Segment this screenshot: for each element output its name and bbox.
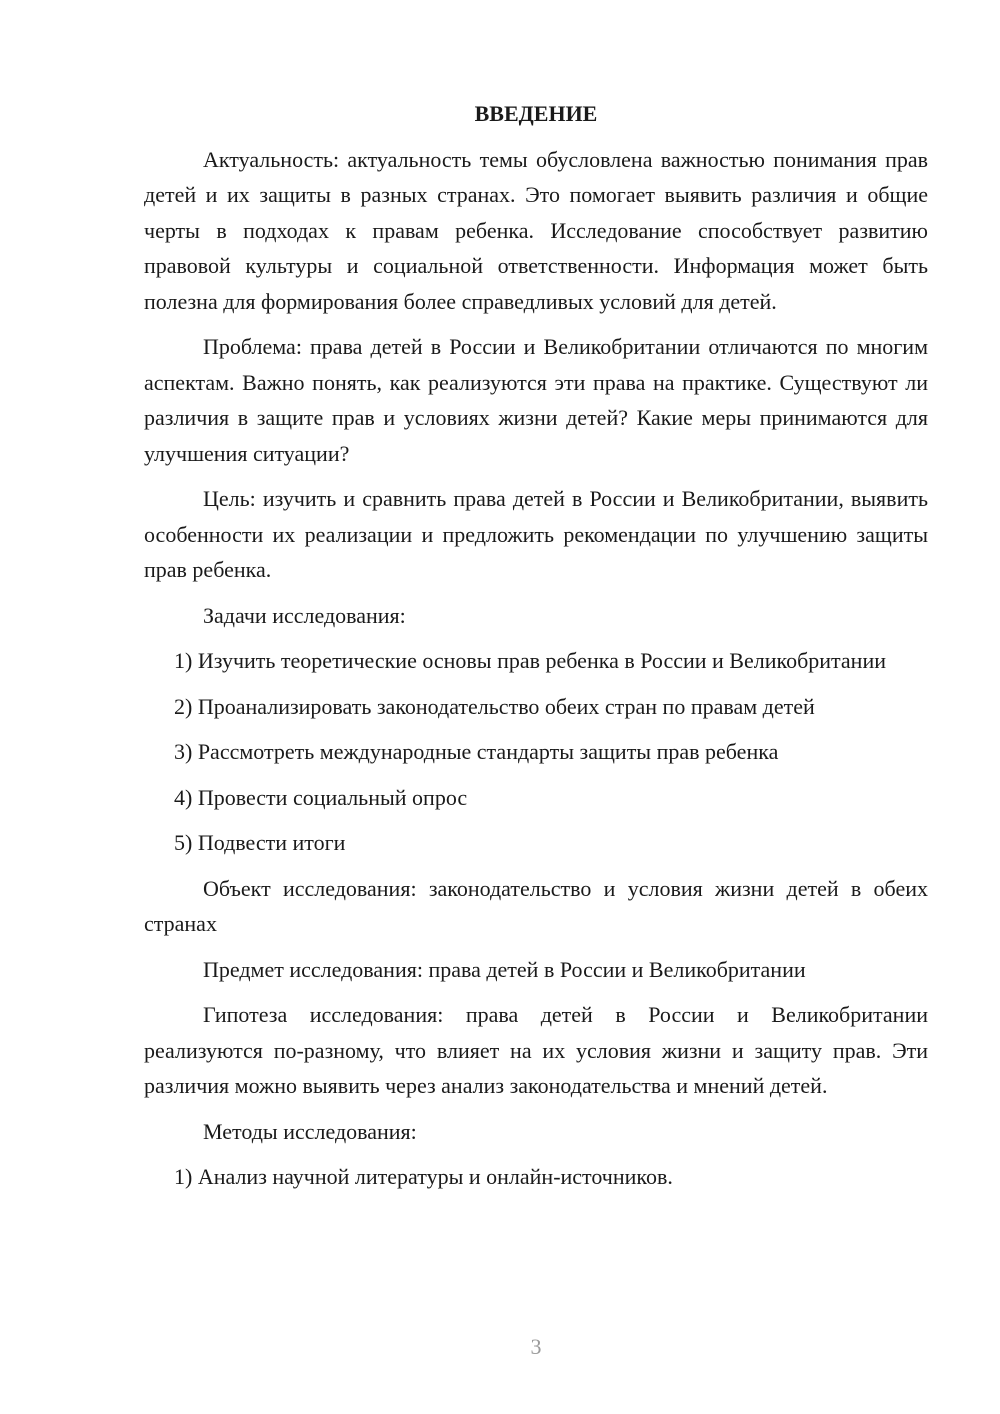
goal-paragraph: Цель: изучить и сравнить права детей в России и Великобритании, выявить особенности их реализации и предложить рекомендации по улучшению защиты прав ребенка. <box>144 486 928 582</box>
method-item-1: 1) Анализ научной литературы и онлайн-источников. <box>174 1164 673 1189</box>
object-paragraph: Объект исследования: законодательство и условия жизни детей в обеих странах <box>144 875 928 936</box>
relevance-paragraph: Актуальность: актуальность темы обусловлена важностью понимания прав детей и их защиты в разных странах. Это помогает выявить различия и общие черты в подходах к правам ребенка. Исследование способствует развитию правовой культуры и социальной ответственности. Информация может быть полезна для формирования более справедливых условий для детей. <box>144 146 928 314</box>
methods-heading: Методы исследования: <box>203 1118 417 1144</box>
task-item-3: 3) Рассмотреть международные стандарты защиты прав ребенка <box>174 739 779 764</box>
problem-paragraph: Проблема: права детей в России и Великобритании отличаются по многим аспектам. Важно понять, как реализуются эти права на практике. Существуют ли различия в защите прав и условиях жизни детей? Какие меры принимаются для улучшения ситуации? <box>144 334 928 466</box>
page-number: 3 <box>530 1334 542 1359</box>
document-page <box>144 96 928 1205</box>
hypothesis-paragraph: Гипотеза исследования: права детей в России и Великобритании реализуются по-разному, что влияет на их условия жизни и защиту прав. Эти различия можно выявить через анализ законодательства и мнений детей. <box>144 1002 928 1098</box>
subject-paragraph: Предмет исследования: права детей в России и Великобритании <box>203 956 806 982</box>
task-item-5: 5) Подвести итоги <box>174 830 346 855</box>
tasks-heading: Задачи исследования: <box>203 602 406 628</box>
task-item-4: 4) Провести социальный опрос <box>174 784 468 810</box>
section-title: ВВЕДЕНИЕ <box>474 101 598 126</box>
task-item-1: 1) Изучить теоретические основы прав ребенка в России и Великобритании <box>174 648 887 673</box>
task-item-2: 2) Проанализировать законодательство обеих стран по правам детей <box>174 693 815 719</box>
